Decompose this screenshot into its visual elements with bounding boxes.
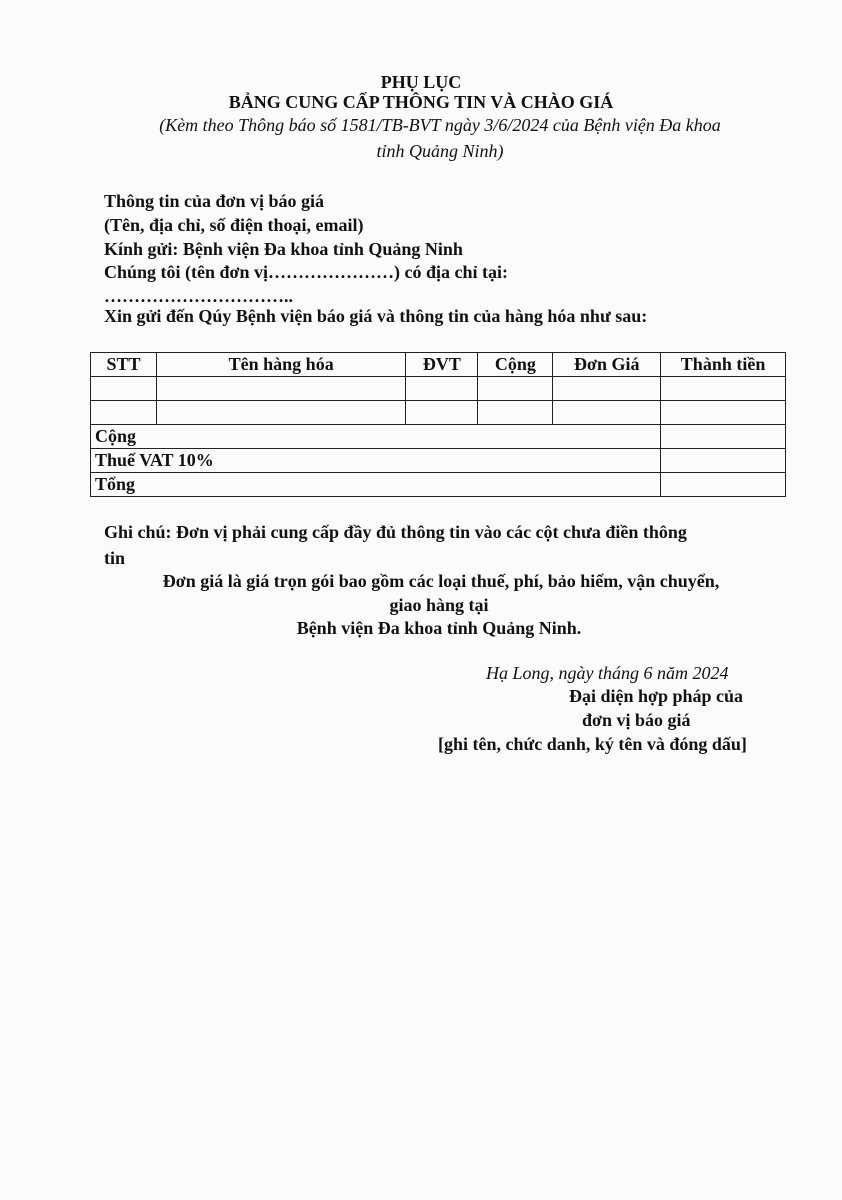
column-header: Đơn Giá	[553, 353, 661, 377]
signature-place-date: Hạ Long, ngày tháng 6 năm 2024	[486, 663, 729, 683]
summary-row-subtotal	[91, 425, 786, 449]
table-cell[interactable]	[91, 401, 157, 425]
note-line-2: tin	[104, 548, 126, 568]
column-header: STT	[91, 353, 157, 377]
intro-line-5: …………………………..	[104, 286, 293, 306]
note-line-1: Ghi chú: Đơn vị phải cung cấp đầy đủ thông tin vào các cột chưa điền thông	[104, 522, 687, 542]
intro-line-4: Chúng tôi (tên đơn vị…………………) có địa chỉ tại:	[104, 262, 508, 282]
summary-row-total	[91, 473, 786, 497]
table-header-row	[91, 353, 786, 377]
intro-line-1: Thông tin của đơn vị báo giá	[104, 191, 325, 211]
column-header: Cộng	[478, 353, 553, 377]
appendix-title: PHỤ LỤC	[380, 72, 462, 92]
form-title: BẢNG CUNG CẤP THÔNG TIN VÀ CHÀO GIÁ	[228, 92, 614, 112]
signature-role-line-1: Đại diện hợp pháp của	[569, 686, 744, 706]
intro-line-6: Xin gửi đến Qúy Bệnh viện báo giá và thông tin của hàng hóa như sau:	[104, 306, 648, 326]
reference-line-2: tỉnh Quảng Ninh)	[376, 141, 504, 161]
table-cell[interactable]	[91, 377, 157, 401]
column-header: Tên hàng hóa	[156, 353, 406, 377]
table-row	[91, 401, 786, 425]
summary-value-cell[interactable]	[661, 425, 786, 449]
summary-label: Thuế VAT 10%	[91, 449, 661, 473]
table-cell[interactable]	[553, 377, 661, 401]
reference-line-1: (Kèm theo Thông báo số 1581/TB-BVT ngày 3/6/2024 của Bệnh viện Đa khoa	[159, 115, 721, 135]
table-cell[interactable]	[661, 401, 786, 425]
intro-line-3: Kính gửi: Bệnh viện Đa khoa tỉnh Quảng Ninh	[104, 239, 463, 259]
note-line-3: Đơn giá là giá trọn gói bao gồm các loại thuế, phí, bảo hiểm, vận chuyển,	[162, 571, 720, 591]
column-header: Thành tiền	[661, 353, 786, 377]
table-cell[interactable]	[406, 377, 478, 401]
table-cell[interactable]	[478, 401, 553, 425]
intro-line-2: (Tên, địa chỉ, số điện thoại, email)	[104, 215, 364, 235]
table-row	[91, 377, 786, 401]
note-line-4: giao hàng tại	[389, 595, 489, 615]
table-cell[interactable]	[406, 401, 478, 425]
summary-label: Tổng	[91, 473, 661, 497]
column-header: ĐVT	[406, 353, 478, 377]
summary-label: Cộng	[91, 425, 661, 449]
table-cell[interactable]	[661, 377, 786, 401]
table-cell[interactable]	[553, 401, 661, 425]
summary-value-cell[interactable]	[661, 449, 786, 473]
summary-row-vat	[91, 449, 786, 473]
table-cell[interactable]	[478, 377, 553, 401]
note-line-5: Bệnh viện Đa khoa tỉnh Quảng Ninh.	[296, 618, 582, 638]
table-cell[interactable]	[156, 401, 406, 425]
signature-role-line-2: đơn vị báo giá	[582, 710, 691, 730]
summary-value-cell[interactable]	[661, 473, 786, 497]
signature-instruction: [ghi tên, chức danh, ký tên và đóng dấu]	[438, 734, 747, 754]
table-cell[interactable]	[156, 377, 406, 401]
quotation-table	[90, 352, 786, 497]
